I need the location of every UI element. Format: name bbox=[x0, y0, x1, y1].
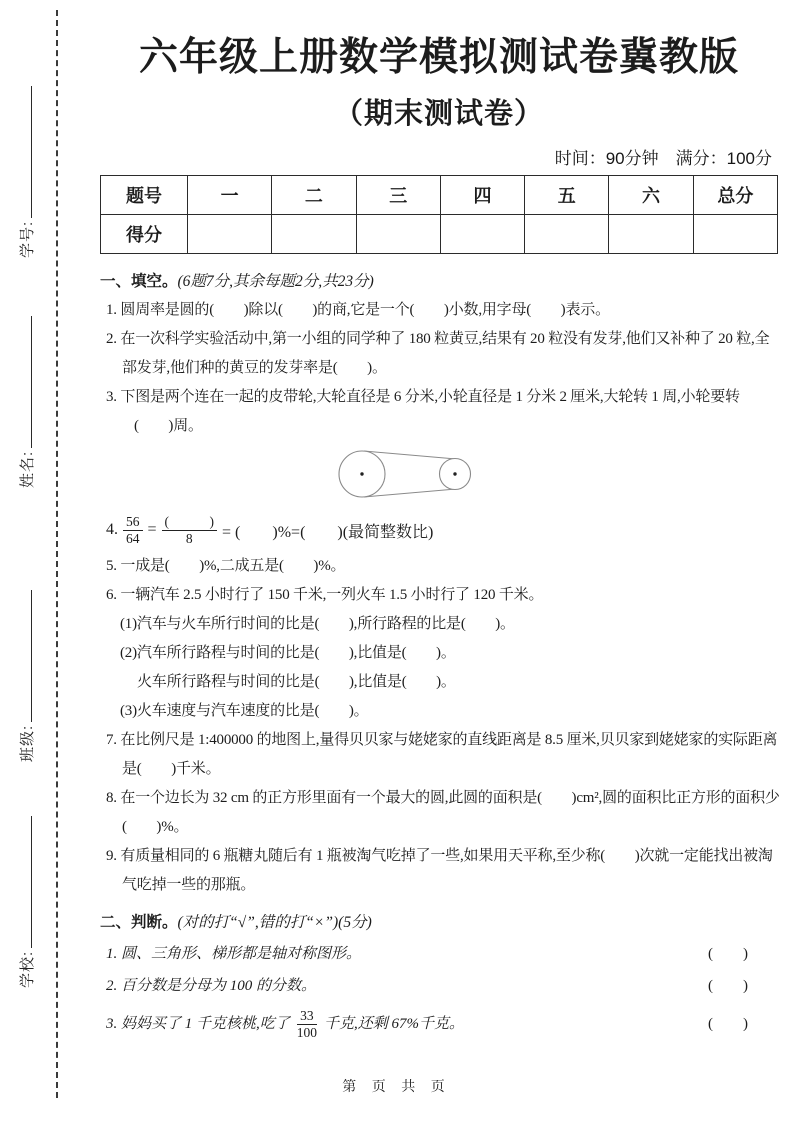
answer-brackets: ( ) bbox=[708, 1016, 748, 1033]
question-line: ( )%。 bbox=[122, 819, 189, 836]
class-blank-line bbox=[18, 590, 32, 722]
section1-heading bbox=[100, 269, 778, 291]
question-line: 1. 圆周率是圆的( )除以( )的商,它是一个( )小数,用字母( )表示。 bbox=[106, 301, 610, 318]
score-empty-cell bbox=[356, 214, 440, 253]
question-text: 1. 圆、三角形、梯形都是轴对称图形。 bbox=[106, 946, 362, 963]
cut-dashed-line bbox=[56, 10, 58, 1098]
question-subline: 火车所行路程与时间的比是( ),比值是( )。 bbox=[137, 674, 456, 691]
page-subtitle: （期末测试卷） bbox=[333, 97, 544, 130]
score-empty-cell bbox=[609, 214, 693, 253]
school-field bbox=[16, 816, 37, 988]
fraction: $\frac{56}{64}$ bbox=[123, 514, 143, 547]
score-table-score-row bbox=[101, 214, 778, 253]
score-empty-cell bbox=[188, 214, 272, 253]
score-empty-cell bbox=[440, 214, 524, 253]
name-blank-line bbox=[18, 316, 32, 448]
score-table bbox=[100, 175, 778, 254]
score-table-header-cell: 总分 bbox=[693, 175, 777, 214]
small-pulley-center-dot bbox=[453, 472, 456, 475]
score-table-header-row bbox=[101, 175, 778, 214]
score-row-label: 得分 bbox=[101, 214, 188, 253]
name-field bbox=[16, 316, 37, 488]
score-table-header-cell: 一 bbox=[188, 175, 272, 214]
score-empty-cell bbox=[272, 214, 356, 253]
question-subline: (2)汽车所行路程与时间的比是( ),比值是( )。 bbox=[120, 645, 456, 662]
large-pulley-center-dot bbox=[360, 472, 363, 475]
class-label: 班级: bbox=[19, 724, 36, 762]
section2-title: 二、判断。 bbox=[100, 914, 178, 932]
question-line: 6. 一辆汽车 2.5 小时行了 150 千米,一列火车 1.5 小时行了 120 千米。 bbox=[106, 587, 544, 604]
name-label: 姓名: bbox=[19, 450, 36, 488]
class-field bbox=[16, 590, 37, 762]
section2-heading bbox=[100, 910, 778, 932]
judgment-question-row bbox=[100, 1008, 778, 1041]
score-table-header-cell: 三 bbox=[356, 175, 440, 214]
judgment-question-row bbox=[100, 945, 778, 964]
school-label: 学校: bbox=[19, 950, 36, 988]
question-number: 4. bbox=[106, 521, 118, 539]
section2-note: (对的打“√”,错的打“×”)(5分) bbox=[177, 914, 372, 932]
score-table-header-cell: 题号 bbox=[101, 175, 188, 214]
answer-brackets: ( ) bbox=[708, 946, 748, 963]
question-subline: (1)汽车与火车所行时间的比是( ),所行路程的比是( )。 bbox=[120, 616, 515, 633]
score-table-header-cell: 六 bbox=[609, 175, 693, 214]
time-score-info: 时间：90分钟 满分：100分 bbox=[554, 148, 772, 168]
question-subline: (3)火车速度与汽车速度的比是( )。 bbox=[120, 703, 369, 720]
question-line: 2. 在一次科学实验活动中,第一小组的同学种了 180 粒黄豆,结果有 20 粒没有发芽,他们又补种了 20 粒,全 bbox=[106, 330, 770, 347]
question-line: 5. 一成是( )%,二成五是( )%。 bbox=[106, 558, 346, 575]
question-line: ( )周。 bbox=[134, 417, 203, 434]
question-line: 部发芽,他们种的黄豆的发芽率是( )。 bbox=[122, 359, 387, 376]
fraction: $\frac{33}{100}$ bbox=[296, 1008, 318, 1041]
student-id-blank-line bbox=[18, 86, 32, 218]
equals-sign: = bbox=[147, 521, 157, 539]
score-table-header-cell: 二 bbox=[272, 175, 356, 214]
score-empty-cell bbox=[525, 214, 609, 253]
question-line: 7. 在比例尺是 1:400000 的地图上,量得贝贝家与姥姥家的直线距离是 8.5 厘米,贝贝家到姥姥家的实际距离 bbox=[106, 732, 778, 749]
question-line: 9. 有质量相同的 6 瓶糖丸随后有 1 瓶被淘气吃掉了一些,如果用天平称,至少称( )次就一定能找出被淘 bbox=[106, 848, 773, 865]
fraction-blank: $\frac{( )}{8}$ bbox=[162, 514, 218, 547]
question-line-with-fractions bbox=[100, 514, 778, 547]
section1-title: 一、填空。 bbox=[100, 272, 178, 290]
page-title: 六年级上册数学模拟测试卷冀教版 bbox=[138, 36, 739, 79]
question-line: 3. 下图是两个连在一起的皮带轮,大轮直径是 6 分米,小轮直径是 1 分米 2 厘米,大轮转 1 周,小轮要转 bbox=[106, 388, 740, 405]
school-blank-line bbox=[18, 816, 32, 948]
question-text: 3. 妈妈买了 1 千克核桃,吃了 bbox=[106, 1016, 290, 1033]
question-line: 8. 在一个边长为 32 cm 的正方形里面有一个最大的圆,此圆的面积是( )cm²,圆的面积比正方形的面积少 bbox=[106, 790, 780, 807]
judgment-question-row bbox=[100, 977, 778, 996]
paper-content bbox=[100, 0, 778, 1042]
score-table-header-cell: 四 bbox=[440, 175, 524, 214]
belt-pulley-diagram bbox=[325, 440, 778, 506]
page-number-footer: 第 页 共 页 bbox=[342, 1080, 451, 1095]
question-line: 是( )千米。 bbox=[122, 761, 221, 778]
question-text: 2. 百分数是分母为 100 的分数。 bbox=[106, 978, 317, 995]
question-text: = ( )%=( )(最简整数比) bbox=[222, 523, 434, 541]
score-table-header-cell: 五 bbox=[525, 175, 609, 214]
student-id-field bbox=[16, 86, 37, 258]
section1-note: (6题7分,其余每题2分,共23分) bbox=[177, 272, 374, 290]
student-id-label: 学号: bbox=[19, 220, 36, 258]
answer-brackets: ( ) bbox=[708, 978, 748, 995]
question-text: 千克,还剩 67%千克。 bbox=[324, 1016, 465, 1033]
question-line: 气吃掉一些的那瓶。 bbox=[122, 877, 256, 894]
score-empty-cell bbox=[693, 214, 777, 253]
